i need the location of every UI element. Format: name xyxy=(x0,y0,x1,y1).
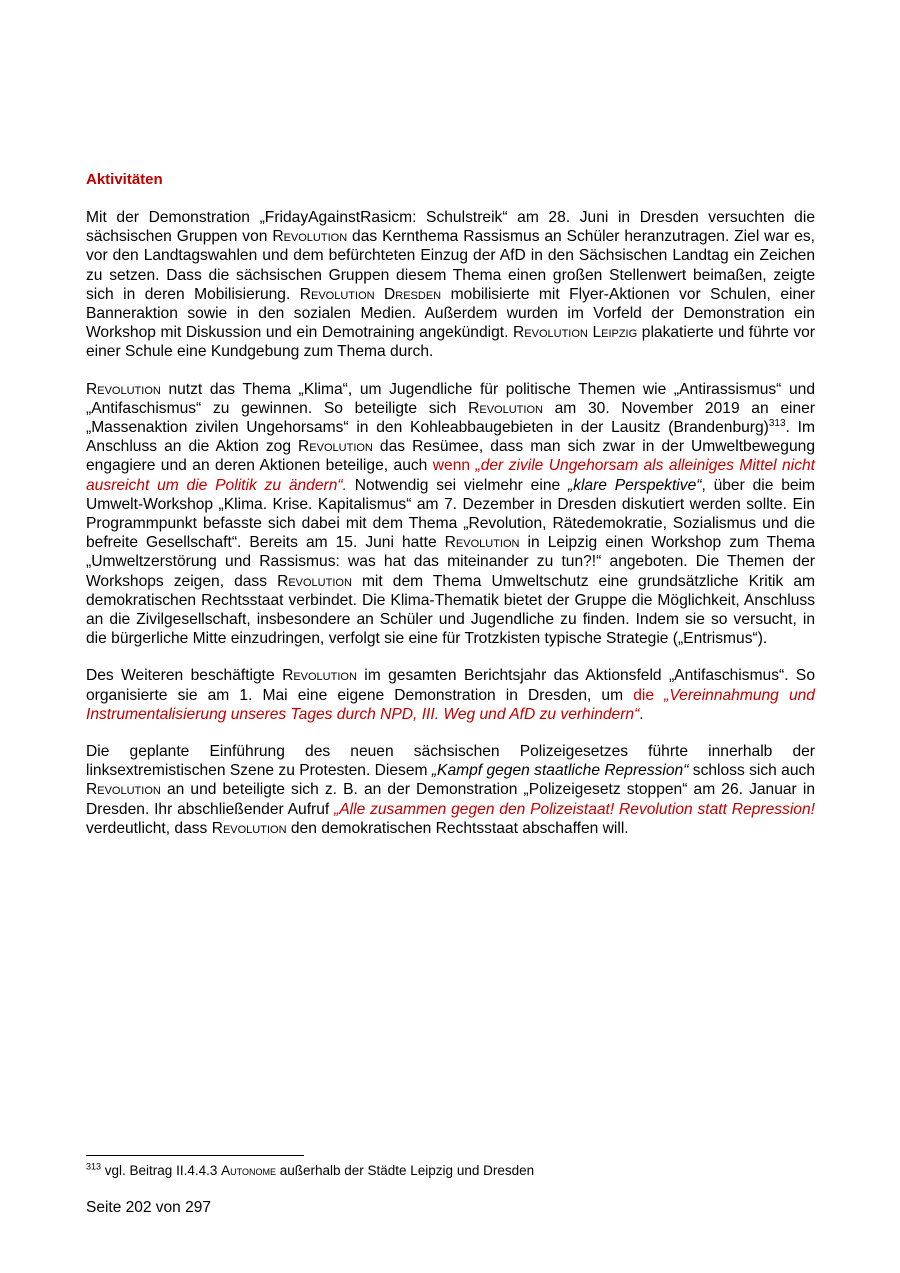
paragraph-3: Des Weiteren beschäftigte Revolution im gesamten Berichtsjahr das Aktionsfeld „Antifaschismus“. So organisierte sie am 1. Mai eine eigene Demonstration in Dresden, um die „Vereinnahmung und Instrumentalisierung unseres Tages durch NPD, III. Weg und AfD zu verhindern“. xyxy=(86,667,815,723)
paragraph-2: Revolution nutzt das Thema „Klima“, um Jugendliche für politische Themen wie „Antirassismus“ und „Antifaschismus“ zu gewinnen. So beteiligte sich Revolution am 30. November 2019 an einer „Massenaktion zivilen Ungehorsams“ in den Kohleabbaugebieten in der Lausitz (Brandenburg)$^{313}$. Im Anschluss an die Aktion zog Revolution das Resümee, dass man sich zwar in der Umweltbewegung engagiere und an deren Aktionen beteilige, auch wenn „der zivile Ungehorsam als alleiniges Mittel nicht ausreicht um die Politik zu ändern“. Notwendig sei vielmehr eine „klare Perspektive“, über die beim Umwelt-Workshop „Klima. Krise. Kapitalismus“ am 7. Dezember in Dresden diskutiert werden sollte. Ein Programmpunkt befasste sich dabei mit dem Thema „Revolution, Rätedemokratie, Sozialismus und die befreite Gesellschaft“. Bereits am 15. Juni hatte Revolution in Leipzig einen Workshop zum Thema „Umweltzerstörung und Rassismus: was hat das miteinander zu tun?!“ angeboten. Die Themen der Workshops zeigen, dass Revolution mit dem Thema Umweltschutz eine grundsätzliche Kritik am demokratischen Rechtsstaat verbindet. Die Klima-Thematik bietet der Gruppe die Möglichkeit, Anschluss an die Zivilgesellschaft, insbesondere an Schüler und Jugendliche zu finden. Indem sie so versucht, in die bürgerliche Mitte einzudringen, verfolgt sie eine für Trotzkisten typische Strategie („Entrismus“). xyxy=(86,380,815,648)
footnote-reference[interactable]: 313 xyxy=(768,417,786,429)
section-heading: Aktivitäten xyxy=(86,171,163,188)
quote: „der zivile Ungehorsam als alleiniges Mittel nicht ausreicht um die Politik zu ändern“. xyxy=(86,457,815,494)
footnote-divider xyxy=(86,1155,304,1156)
quote: „Alle zusammen gegen den Polizeistaat! Revolution statt Repression! xyxy=(334,800,815,818)
paragraph-4: Die geplante Einführung des neuen sächsischen Polizeigesetzes führte innerhalb der linksextremistischen Szene zu Protesten. Diesem „Kampf gegen staatliche Repression“ schloss sich auch Revolution an und beteiligte sich z. B. an der Demonstration „Polizeigesetz stoppen“ am 26. Januar in Dresden. Ihr abschließender Aufruf „Alle zusammen gegen den Polizeistaat! Revolution statt Repression! verdeutlicht, dass Revolution den demokratischen Rechtsstaat abschaffen will. xyxy=(86,743,815,837)
body-text xyxy=(86,208,815,856)
paragraph-1: Mit der Demonstration „FridayAgainstRasicm: Schulstreik“ am 28. Juni in Dresden versuchten die sächsischen Gruppen von Revolution das Kernthema Rassismus an Schüler heranzutragen. Ziel war es, vor den Landtagswahlen und dem befürchteten Einzug der AfD in den Sächsischen Landtag ein Zeichen zu setzen. Dass die sächsischen Gruppen diesem Thema einen großen Stellenwert beimaßen, zeigte sich in deren Mobilisierung. Revolution Dresden mobilisierte mit Flyer-Aktionen vor Schulen, einer Banneraktion sowie in den sozialen Medien. Außerdem wurden im Vorfeld der Demonstration ein Workshop mit Diskussion und ein Demotraining angekündigt. Revolution Leipzig plakatierte und führte vor einer Schule eine Kundgebung zum Thema durch. xyxy=(86,209,816,361)
page-number: Seite 202 von 297 xyxy=(86,1199,211,1216)
footnote: $^{313}$ vgl. Beitrag II.4.4.3 Autonome außerhalb der Städte Leipzig und Dresden xyxy=(86,1161,535,1178)
quote: „Vereinnahmung und Instrumentalisierung unseres Tages durch NPD, III. Weg und AfD zu verhindern“ xyxy=(86,686,815,723)
